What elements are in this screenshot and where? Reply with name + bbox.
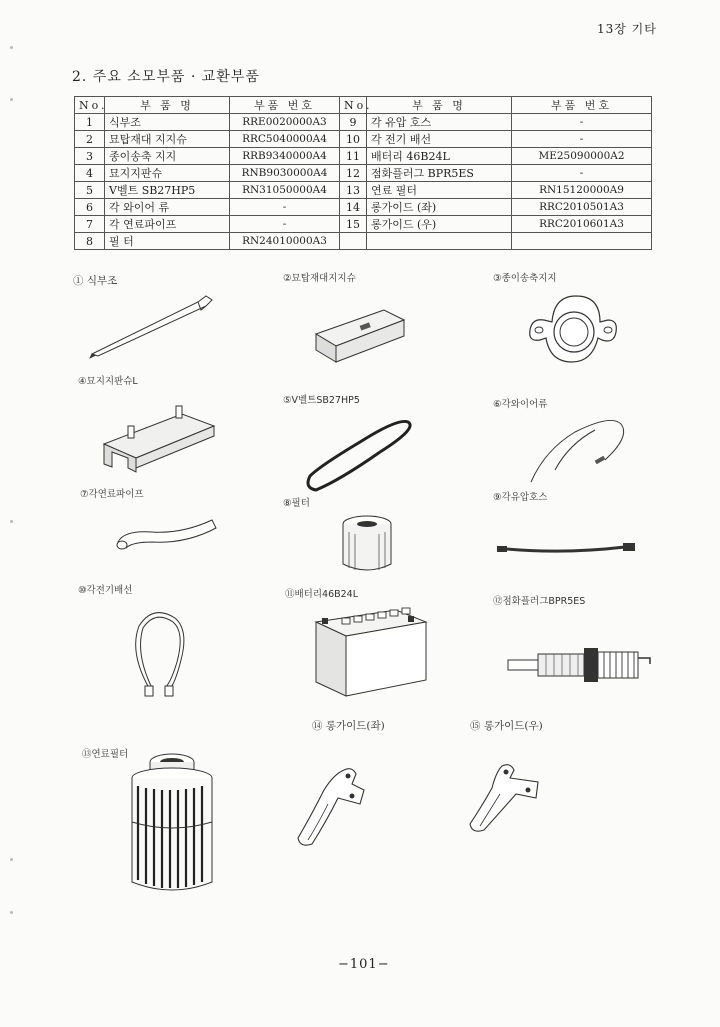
table-row [75,114,652,131]
cell-code: - [512,131,652,148]
seedling-plate-shoe-illustration [98,402,218,472]
cell-name: V벨트 SB27HP5 [105,182,230,199]
cell-no: 6 [75,199,105,216]
seedling-stand-shoe-illustration [312,302,407,367]
cell-name: 식부조 [105,114,230,131]
cell-code: - [230,216,340,233]
figure-label-6: ⑥각와이어류 [493,399,548,410]
table-row [75,233,652,250]
cell-no: 7 [75,216,105,233]
scan-speck [10,520,13,523]
header-name-right: 부 품 명 [367,97,512,114]
table-row [75,131,652,148]
electric-wiring-illustration [125,602,205,702]
cell-no: 4 [75,165,105,182]
cell-name: 롱가이드 (우) [367,216,512,233]
figure-label-5: ⑤V벨트SB27HP5 [283,395,360,406]
cell-name: 점화플러그 BPR5ES [367,165,512,182]
cell-code: RN31050000A4 [230,182,340,199]
figure-label-12: ⑫점화플러그BPR5ES [493,596,586,607]
hydraulic-hose-illustration [495,540,640,560]
figure-label-15: ⑮ 롱가이드(우) [470,720,543,732]
cell-no: 10 [340,131,367,148]
table-header-row [75,97,652,114]
cell-no: 11 [340,148,367,165]
header-name-left: 부 품 명 [105,97,230,114]
cell-code: ME25090000A2 [512,148,652,165]
wire-illustration [525,410,635,488]
cell-code: - [230,199,340,216]
figure-label-8: ⑧필터 [283,498,310,509]
table-row [75,148,652,165]
cell-no: 14 [340,199,367,216]
table-row [75,182,652,199]
cell-code: RRB9340000A4 [230,148,340,165]
figure-label-9: ⑨각유압호스 [493,492,548,503]
table-row [75,165,652,182]
cell-name [367,233,512,250]
cell-name: 묘지지판슈 [105,165,230,182]
cell-no: 2 [75,131,105,148]
fuel-filter-illustration [128,752,216,897]
header-no-right: No. [340,97,367,114]
cell-no: 12 [340,165,367,182]
cell-code: RN24010000A3 [230,233,340,250]
scan-speck [10,858,13,861]
section-title: 2. 주요 소모부품 · 교환부품 [72,69,260,85]
cell-no: 5 [75,182,105,199]
oil-filter-illustration [335,512,400,577]
cell-no: 13 [340,182,367,199]
page-number: −101− [338,957,390,972]
planting-claw-illustration [88,292,218,362]
cell-code: - [512,165,652,182]
cell-code [512,233,652,250]
fuel-pipe-illustration [112,512,222,552]
cell-name: 필 터 [105,233,230,250]
cell-name: 묘탑재대 지지슈 [105,131,230,148]
cell-name: 종이송축 지지 [105,148,230,165]
cell-code: RRC5040000A4 [230,131,340,148]
cell-no: 8 [75,233,105,250]
figure-label-14: ⑭ 롱가이드(좌) [312,720,385,732]
scan-speck [10,98,13,101]
cell-no: 3 [75,148,105,165]
v-belt-illustration [300,418,425,498]
figure-label-2: ②묘탑재대지지슈 [283,273,356,284]
header-no-left: No. [75,97,105,114]
cell-no: 1 [75,114,105,131]
figure-label-3: ③종이송축지지 [493,273,557,284]
cell-name: 각 연료파이프 [105,216,230,233]
cell-name: 롱가이드 (좌) [367,199,512,216]
table-row [75,216,652,233]
cell-code: RNB9030000A4 [230,165,340,182]
cell-no: 9 [340,114,367,131]
header-code-left: 부품 번호 [230,97,340,114]
figure-label-10: ⑩각전기배선 [78,585,133,596]
figure-label-13: ⑬연료필터 [82,749,129,760]
long-guide-left-illustration [290,764,370,849]
cell-name: 배터리 46B24L [367,148,512,165]
figure-label-7: ⑦각연료파이프 [80,489,144,500]
cell-code: RRC2010601A3 [512,216,652,233]
chapter-header: 13장 기타 [597,22,657,36]
header-code-right: 부품 번호 [512,97,652,114]
cell-name: 각 와이어 류 [105,199,230,216]
spark-plug-illustration [506,642,654,687]
cell-code: - [512,114,652,131]
parts-table [74,96,652,250]
table-row [75,199,652,216]
cell-no: 15 [340,216,367,233]
cell-name: 각 전기 배선 [367,131,512,148]
scan-speck [10,911,13,914]
cell-name: 각 유압 호스 [367,114,512,131]
cell-no [340,233,367,250]
battery-illustration [312,602,430,697]
figure-label-11: ⑪배터리46B24L [285,589,359,600]
figure-label-4: ④묘지지판슈L [78,376,138,387]
figure-label-1: ① 식부조 [73,275,118,287]
feed-shaft-support-illustration [522,288,622,373]
long-guide-right-illustration [462,760,547,835]
cell-name: 연료 필터 [367,182,512,199]
scan-speck [10,46,13,49]
cell-code: RN15120000A9 [512,182,652,199]
cell-code: RRE0020000A3 [230,114,340,131]
cell-code: RRC2010501A3 [512,199,652,216]
